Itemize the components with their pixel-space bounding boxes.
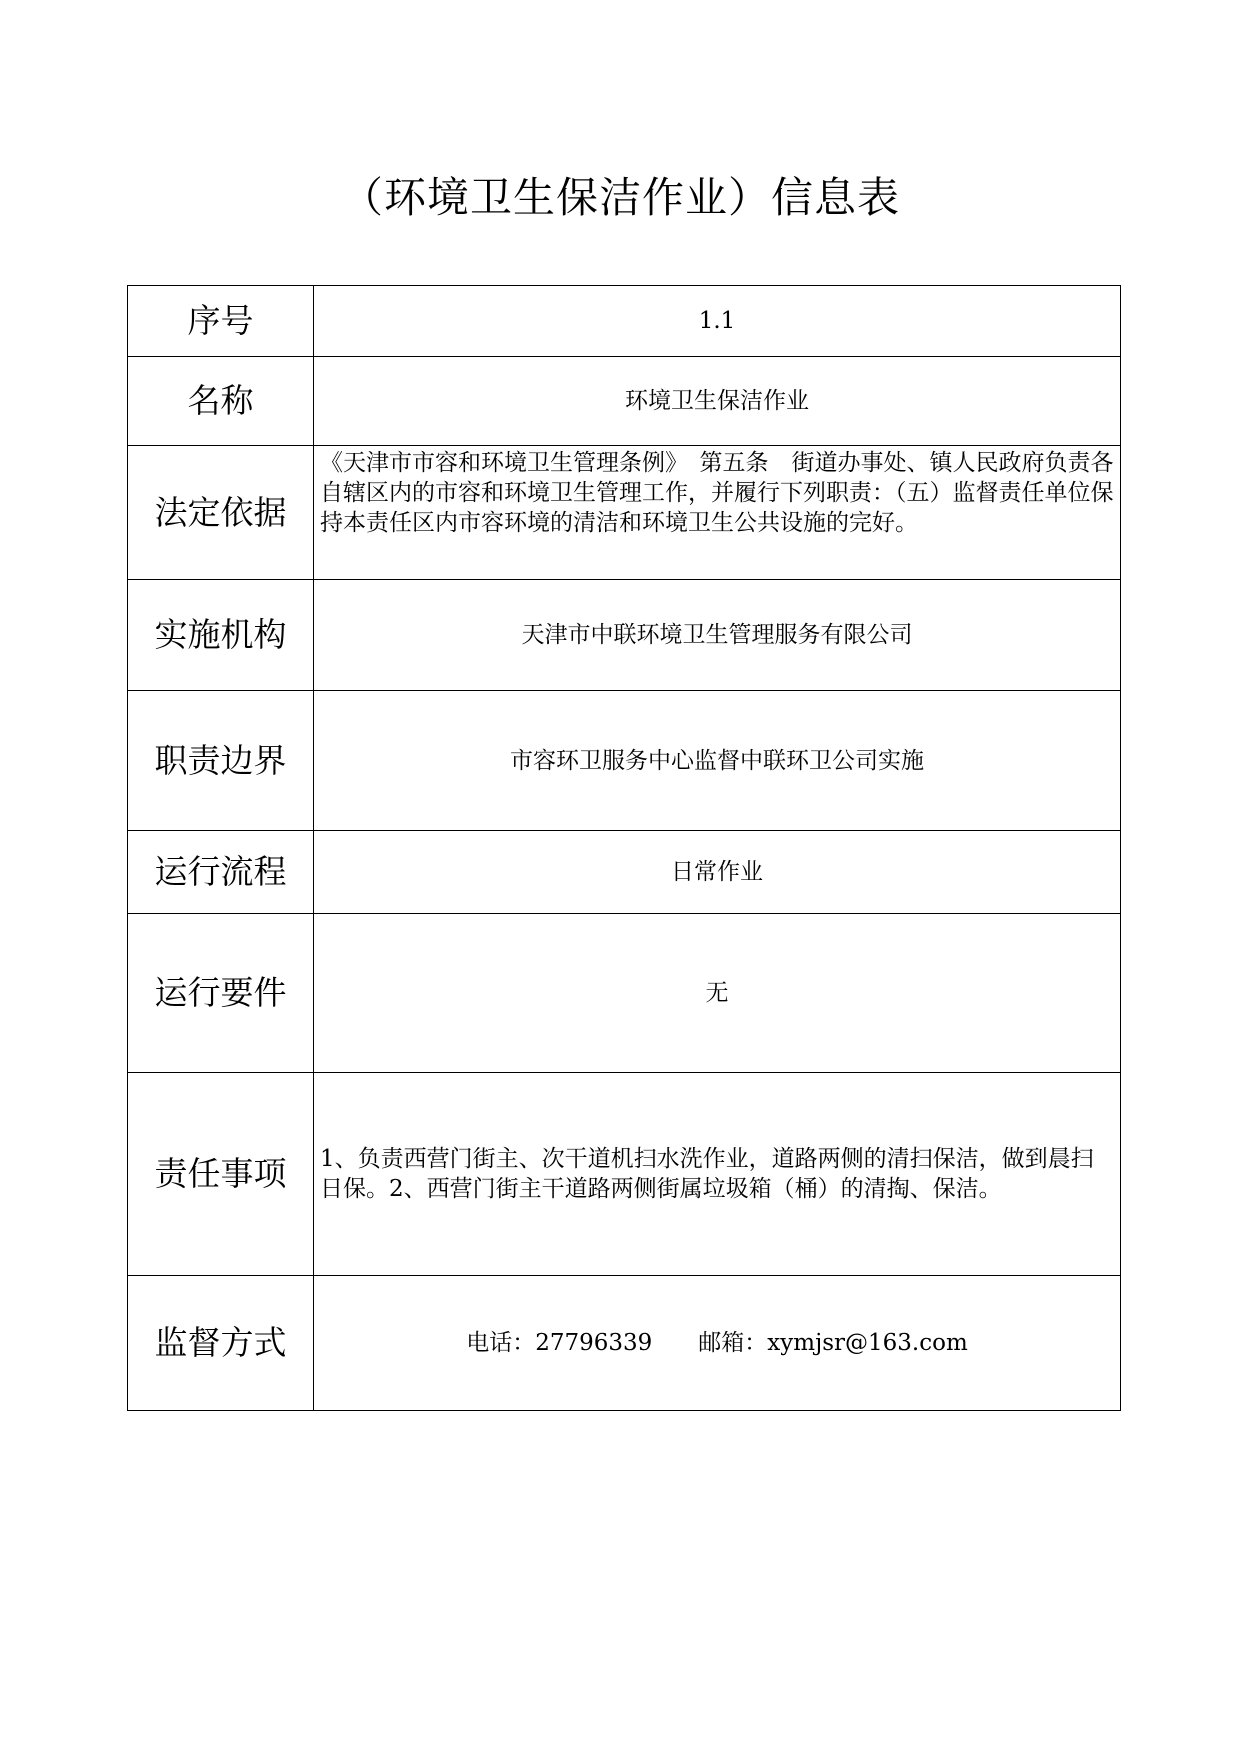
responsibilities-value: 1、负责西营门街主、次干道机扫水洗作业，道路两侧的清扫保洁，做到晨扫日保。2、西营门街主干道路两侧街属垃圾箱（桶）的清掏、保洁。 bbox=[320, 1146, 1094, 1202]
row-value bbox=[314, 914, 1121, 1073]
row-value bbox=[314, 580, 1121, 691]
row-value bbox=[314, 831, 1121, 914]
row-value bbox=[314, 446, 1121, 580]
table-row-operation-requirements bbox=[128, 914, 1121, 1073]
table-row-responsibilities bbox=[128, 1073, 1121, 1276]
responsibility-boundary-value: 市容环卫服务中心监督中联环卫公司实施 bbox=[510, 747, 924, 774]
table-row-legal-basis bbox=[128, 446, 1121, 580]
row-label: 职责边界 bbox=[128, 691, 314, 831]
row-value bbox=[314, 1073, 1121, 1276]
info-table bbox=[127, 285, 1121, 1411]
operation-process-value: 日常作业 bbox=[671, 859, 763, 885]
row-value bbox=[314, 286, 1121, 357]
row-label: 运行流程 bbox=[128, 831, 314, 914]
table-row-serial-number bbox=[128, 286, 1121, 357]
row-value bbox=[314, 357, 1121, 446]
name-value: 环境卫生保洁作业 bbox=[625, 388, 809, 414]
row-label: 法定依据 bbox=[128, 446, 314, 580]
legal-basis-value: 《天津市市容和环境卫生管理条例》 第五条 街道办事处、镇人民政府负责各自辖区内的市容和环境卫生管理工作，并履行下列职责：（五）监督责任单位保持本责任区内市容环境的清洁和环境卫生公共设施的完好。 bbox=[320, 450, 1114, 536]
operation-requirements-value: 无 bbox=[705, 980, 729, 1006]
row-label: 监督方式 bbox=[128, 1276, 314, 1411]
document-title: （环境卫生保洁作业）信息表 bbox=[340, 173, 900, 222]
row-value bbox=[314, 691, 1121, 831]
row-label: 实施机构 bbox=[128, 580, 314, 691]
table-row-name bbox=[128, 357, 1121, 446]
table-row-responsibility-boundary bbox=[128, 691, 1121, 831]
row-label: 责任事项 bbox=[128, 1073, 314, 1276]
row-label: 序号 bbox=[128, 286, 314, 357]
table-row-implementing-agency bbox=[128, 580, 1121, 691]
table-row-supervision-method bbox=[128, 1276, 1121, 1411]
row-label: 运行要件 bbox=[128, 914, 314, 1073]
row-label: 名称 bbox=[128, 357, 314, 446]
serial-number-value: 1.1 bbox=[698, 308, 736, 334]
row-value bbox=[314, 1276, 1121, 1411]
table-row-operation-process bbox=[128, 831, 1121, 914]
supervision-method-value: 电话：27796339 邮箱：xymjsr@163.com bbox=[466, 1330, 968, 1356]
implementing-agency-value: 天津市中联环境卫生管理服务有限公司 bbox=[521, 622, 913, 648]
